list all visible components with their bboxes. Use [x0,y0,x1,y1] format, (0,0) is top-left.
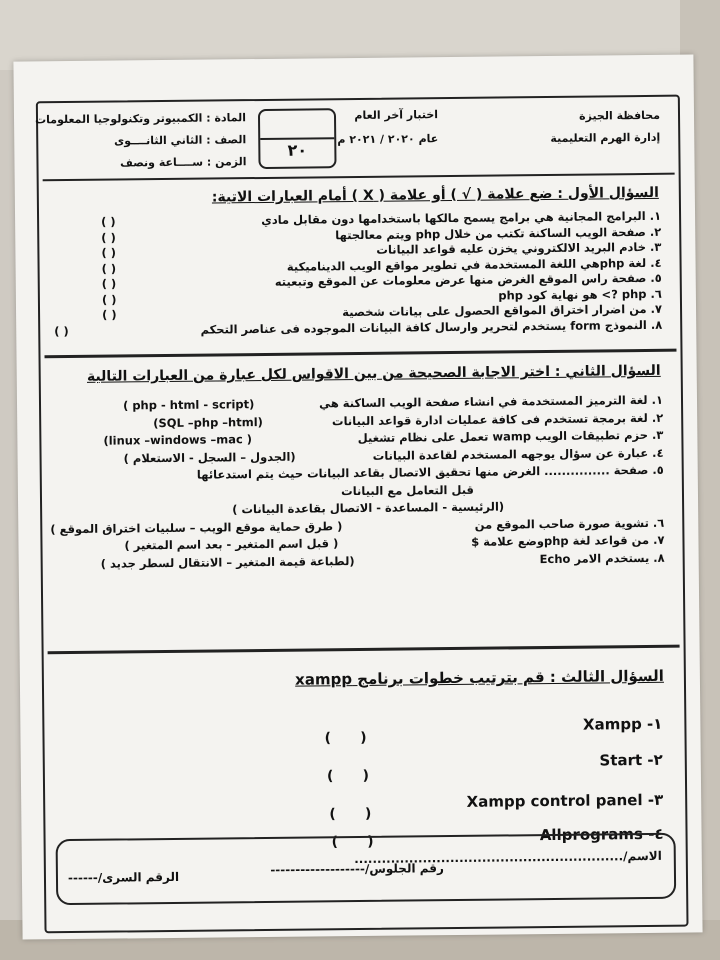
q1-item-text: ٥. صفحة راس الموقع الغرض منها عرض معلومات عن الموقع وتبعيته [274,270,662,289]
q1-item-text: ٢. صفحة الويب الساكنة تكتب من خلال php ويتم معالجتها [335,224,662,242]
q2-item-text: ٤. عبارة عن سؤال يوجهه المستخدم لقاعدة البيانات [372,445,664,463]
student-info-box [56,833,677,905]
q3-step-text: Xampp [582,715,642,734]
exam-name: اختبار آخر العام [354,108,439,123]
time: الزمن : ســــاعة ونصف [119,155,247,170]
grade-box [258,108,337,169]
q2-item-text: ٣. حزم تطبيقات الويب wamp تعمل على نظام تشغيل [357,427,664,445]
q3-answer-paren[interactable]: ( ) [326,767,370,785]
q1-answer-paren[interactable]: ( ) [101,245,117,260]
q2-choices: (linux –windows –mac ) [103,432,253,448]
q2-item-text: ٢. لغة برمجة تستخدم فى كافة عمليات ادارة قواعد البيانات [331,410,664,428]
q1-answer-paren[interactable]: ( ) [54,323,69,338]
q1-answer-paren[interactable]: ( ) [101,214,116,229]
exam-paper [13,54,702,939]
q3-step-text: Start [599,751,643,770]
q2-item-text: ٧. من قواعد لغة phpوضع علامة $ [471,532,665,549]
header-left [34,107,247,175]
q2-choices: (الرئيسية - المساعدة - الاتصال بقاعدة البيانات ) [232,499,505,517]
name-field[interactable]: الاسم/........................................................... [354,848,662,867]
q2-item-text: ٨. يستخدم الامر Echo [539,550,665,566]
q2-item-text: ٦. تشوية صورة صاحب الموقع من [474,515,665,532]
q2-title: السؤال الثاني : اختر الاجابة الصحيحة من بين الاقواس لكل عبارة من العبارات التالية [86,362,661,385]
administration: إدارة الهرم التعليمية [550,130,661,145]
q1-item-text: ١. البرامج المجانية هي برامج يسمح مالكها باستخدامها دون مقابل مادي [261,208,662,227]
q3-answer-paren[interactable]: ( ) [324,729,367,747]
q2-choices: ( لطباعة قيمة المتغير – الانتقال لسطر جديد) [100,553,355,571]
q2-item-text: قبل التعامل مع البيانات [341,482,474,498]
header-right [520,105,660,150]
q3-step [583,715,663,734]
q2-choices: ( php - html - script) [122,397,255,413]
q2-item-text: ٥. صفحة ............... الغرض منها تحقيق الاتصال بقاعد البيانات حيث يتم استدعائها [196,462,664,482]
q2-item-text: ١. لغة الترميز المستخدمة في انشاء صفحة الويب الساكنة هي [319,392,664,411]
q1-answer-paren[interactable]: ( ) [101,261,117,276]
subject: المادة : الكمبيوتر وتكنولوجيا المعلومات [34,111,247,127]
exam-frame [36,95,689,934]
secret-number-field[interactable]: الرقم السرى/------ [67,869,180,886]
q1-answer-paren[interactable]: ( ) [101,292,117,307]
q3-step-number: -٤ [648,824,664,843]
q1-answer-paren[interactable]: ( ) [102,307,117,322]
q1-answer-paren[interactable]: ( ) [101,230,116,245]
grade: الصف : الثاني الثانــــوى [114,133,247,148]
q2-choices: ( طرق حماية موقع الويب – سلبيات اختراق الموقع ) [50,518,343,536]
q3-step-number: -٢ [647,750,663,769]
seat-number-field[interactable]: رقم الجلوس/------------------- [270,861,444,877]
q3-step-text: Xampp control panel [466,791,643,811]
q2-choices: ( قبل اسم المتغير - بعد اسم المتغير ) [124,536,339,553]
q3-step-number: -١ [646,714,663,733]
q3-step-number: -٣ [647,790,664,809]
q1-items [54,208,663,339]
q1-item-text: ٧. من اضرار اختراق المواقع الحصول على بيانات شخصية [342,301,663,320]
q3-title: السؤال الثالث : قم بترتيب خطوات برنامج xampp [295,666,664,689]
q1-title: السؤال الأول : ضع علامة ( √ ) أو علامة ( X ) أمام العبارات الاتية: [211,184,659,206]
q2-choices: (SQL –php –html) [153,414,263,430]
q1-item-text: ٣. خادم البريد الالكتروني يخزن عليه قواعد البيانات [376,239,662,257]
exam-year: عام ٢٠٢٠ / ٢٠٢١ م [337,132,439,147]
q2-choices: ( الجدول – السجل - الاستعلام) [123,449,296,465]
q3-answer-paren[interactable]: ( ) [331,833,374,851]
governorate: محافظة الجيزة [579,108,661,123]
q3-answer-paren[interactable]: ( ) [329,805,372,823]
q1-answer-paren[interactable]: ( ) [101,276,117,291]
q2-divider [48,645,680,655]
total-mark: ٢٠ [287,140,308,160]
q2-items [50,392,665,574]
q3-step [466,791,663,811]
q3-step [599,751,662,770]
q3-step-text: Allprograms [539,825,644,845]
q1-item-text: ٦. php ?> هو نهاية كود php [498,286,662,303]
q1-item-text: ٤. لغة phpهي اللغة المستخدمة في تطوير مواقع الويب الديناميكية [286,255,662,274]
q1-item-text: ٨. النموذج form يستخدم لتحرير وارسال كافة البيانات الموجوده فى عناصر التحكم [200,317,663,337]
q1-divider [44,349,676,359]
